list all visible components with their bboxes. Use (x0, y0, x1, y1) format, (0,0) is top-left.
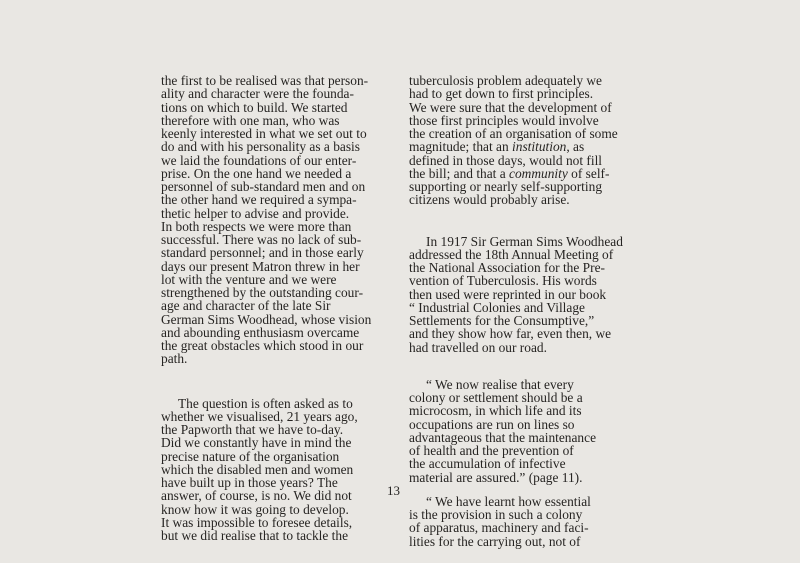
text-line: the Papworth that we have to-day. (161, 422, 344, 437)
left-paragraph-1 (161, 74, 391, 366)
text-line: and they show how far, even then, we (409, 326, 612, 342)
text-line (409, 140, 633, 153)
page-number: 13 (387, 483, 400, 498)
text-line: German Sims Woodhead, whose vision (161, 311, 372, 327)
text-line: the great obstacles which stood in our (161, 338, 364, 353)
text-line: had to get down to first principles. (409, 86, 594, 102)
text-run: , as (566, 139, 585, 155)
text-line: days our present Matron threw in her (161, 258, 360, 274)
text-line: vention of Tuberculosis. His words (409, 273, 597, 289)
text-line: do and with his personality as a basis (161, 139, 360, 155)
text-line: of health and the prevention of (409, 443, 574, 458)
text-line: the other hand we required a sympa- (161, 192, 357, 208)
text-line: “ We now realise that every (426, 376, 574, 392)
text-line: the creation of an organisation of some (409, 126, 618, 141)
text-line: personnel of sub-standard men and on (161, 179, 366, 194)
text-line: It was impossible to foresee details, (161, 514, 353, 530)
text-line: colony or settlement should be a (409, 390, 583, 405)
text-line: advantageous that the maintenance (409, 429, 597, 445)
text-run: magnitude; that an (409, 139, 509, 155)
text-line: but we did realise that to tackle the (161, 528, 349, 543)
right-paragraph-1 (409, 74, 633, 207)
text-line (409, 167, 633, 180)
text-run: the bill; and that a (409, 165, 506, 181)
text-line: which the disabled men and women (161, 461, 354, 477)
text-run: of self- (571, 165, 610, 181)
text-line: In both respects we were more than (161, 218, 352, 234)
text-line: supporting or nearly self-supporting (409, 179, 603, 194)
text-line: those first principles would involve (409, 112, 599, 128)
text-line: successful. There was no lack of sub- (161, 232, 362, 247)
text-line: tions on which to build. We started (161, 99, 348, 115)
text-line: had travelled on our road. (409, 339, 547, 355)
text-line: “ We have learnt how essential (426, 493, 591, 509)
right-quote-2 (409, 495, 633, 548)
left-column (161, 74, 391, 542)
text-line: we laid the foundations of our enter- (161, 152, 357, 168)
text-line: ality and character were the founda- (161, 86, 354, 102)
text-line: thetic helper to advise and provide. (161, 205, 350, 221)
text-line: “ Industrial Colonies and Village (409, 299, 585, 315)
text-line: precise nature of the organisation (161, 448, 340, 464)
text-line: is the provision in such a colony (409, 507, 583, 522)
text-line: Settlements for the Consumptive,” (409, 313, 595, 328)
text-line: standard personnel; and in those early (161, 245, 364, 261)
text-line: age and character of the late Sir (161, 298, 331, 314)
text-line: material are assured.” (page 11). (409, 469, 583, 485)
text-line: occupations are run on lines so (409, 416, 575, 432)
text-line: whether we visualised, 21 years ago, (161, 408, 358, 424)
text-line: lot with the venture and we were (161, 271, 337, 287)
text-line: have built up in those years? The (161, 475, 338, 490)
text-line: answer, of course, is no. We did not (161, 488, 352, 504)
text-line: We were sure that the development of (409, 99, 612, 115)
text-line: citizens would probably arise. (409, 192, 570, 208)
text-line: microcosm, in which life and its (409, 403, 582, 419)
text-line: the first to be realised was that person- (161, 73, 369, 88)
text-line: prise. On the one hand we needed a (161, 165, 352, 181)
text-line: tuberculosis problem adequately we (409, 73, 602, 88)
right-quote-1 (409, 378, 633, 484)
text-line: Did we constantly have in mind the (161, 435, 352, 451)
italic-word-institution: institution (512, 139, 567, 155)
text-line: In 1917 Sir German Sims Woodhead (426, 233, 623, 249)
text-line: of apparatus, machinery and faci- (409, 520, 589, 536)
text-line: path. (161, 351, 188, 367)
text-line: keenly interested in what we set out to (161, 126, 367, 141)
text-line: the National Association for the Pre- (409, 260, 605, 275)
right-paragraph-2 (409, 235, 633, 354)
text-line: defined in those days, would not fill (409, 152, 603, 168)
text-line: lities for the carrying out, not of (409, 533, 581, 549)
italic-word-community: community (509, 165, 568, 181)
text-line: then used were reprinted in our book (409, 286, 607, 302)
text-line: the accumulation of infective (409, 456, 566, 472)
left-paragraph-2 (161, 397, 391, 543)
right-column (409, 74, 633, 548)
text-line: addressed the 18th Annual Meeting of (409, 246, 614, 262)
text-line: know how it was going to develop. (161, 501, 349, 517)
text-line: and abounding enthusiasm overcame (161, 324, 360, 340)
text-line: The question is often asked as to (178, 395, 353, 411)
text-line: therefore with one man, who was (161, 112, 340, 128)
text-line: strengthened by the outstanding cour- (161, 285, 364, 300)
